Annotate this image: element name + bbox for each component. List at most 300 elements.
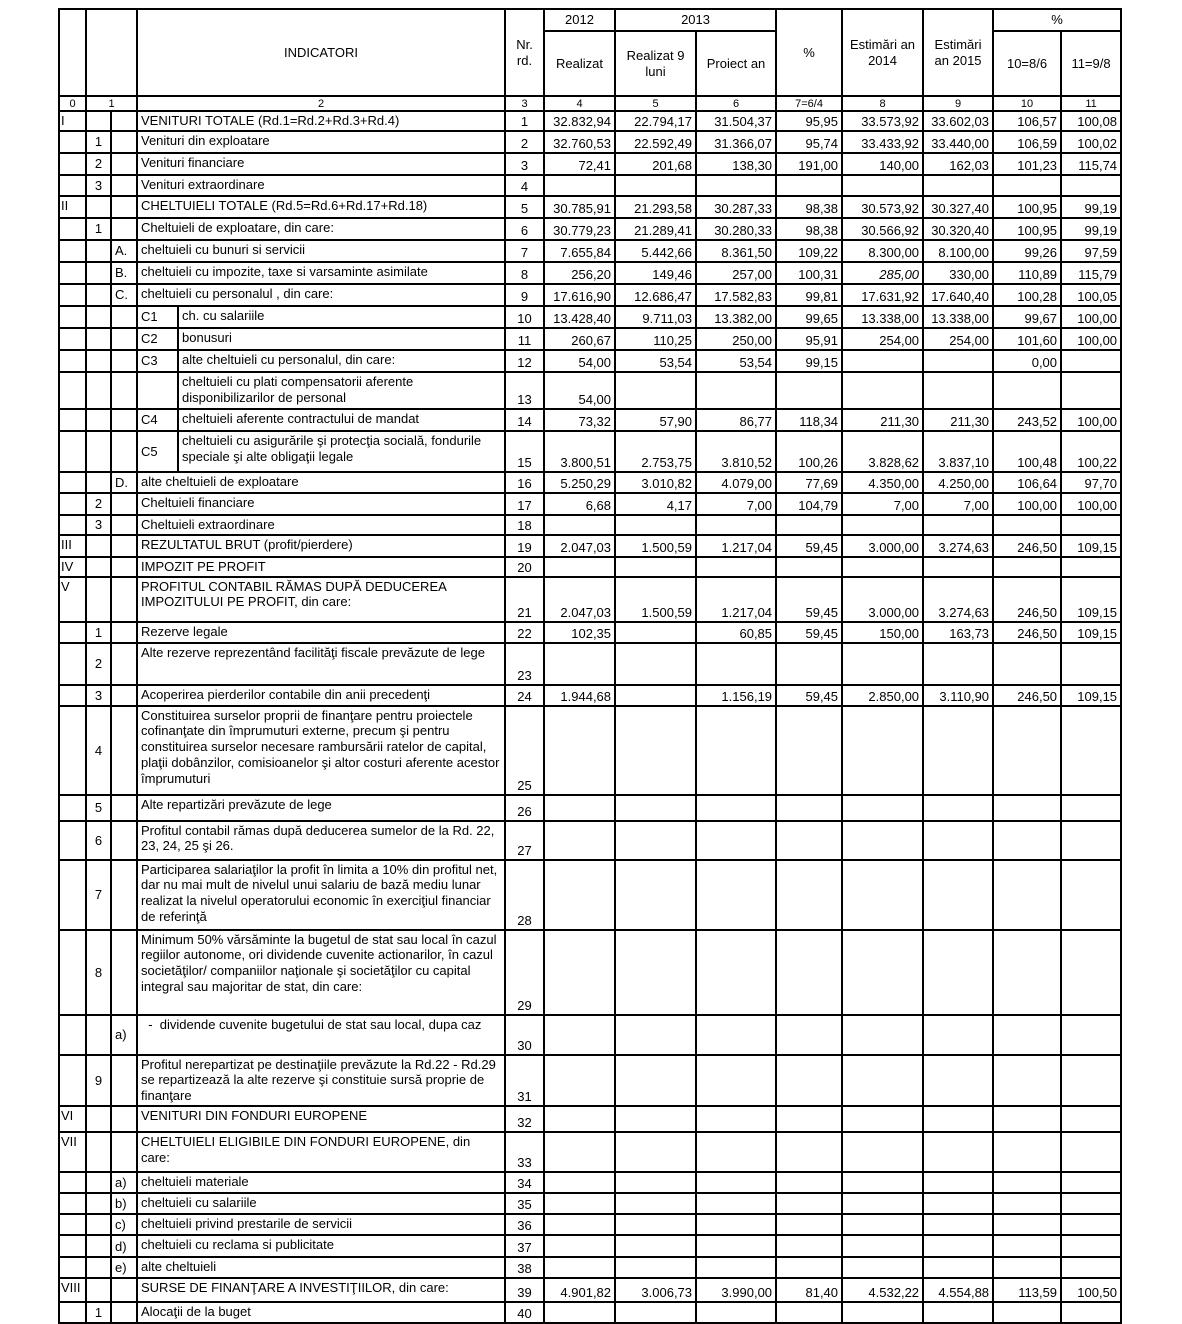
value-cell: [923, 795, 993, 821]
value-cell: 7,00: [842, 493, 923, 515]
indicator-cell: Alocaţii de la buget: [137, 1302, 505, 1323]
indicator-cell: cheltuieli cu personalul , din care:: [137, 284, 505, 306]
indicator-cell: Venituri financiare: [137, 153, 505, 175]
value-cell: 32.760,53: [544, 131, 615, 153]
value-cell: [993, 930, 1061, 1015]
index-number-cell: 1: [86, 131, 111, 153]
value-cell: [1061, 1172, 1121, 1193]
table-row: [59, 1214, 1121, 1235]
index-number-cell: [86, 431, 111, 472]
row-number-cell: 10: [505, 306, 544, 328]
roman-section-cell: [59, 1172, 86, 1193]
value-cell: 211,30: [923, 409, 993, 431]
code-cell: C2: [137, 328, 178, 350]
table-row: [59, 1302, 1121, 1323]
index-number-cell: [86, 577, 111, 622]
value-cell: [696, 643, 776, 685]
value-cell: 98,38: [776, 218, 842, 240]
indicator-cell: alte cheltuieli cu personalul, din care:: [178, 350, 505, 372]
roman-section-cell: VIII: [59, 1278, 86, 1302]
value-cell: 106,59: [993, 131, 1061, 153]
value-cell: [923, 1214, 993, 1235]
indicator-cell: CHELTUIELI TOTALE (Rd.5=Rd.6+Rd.17+Rd.18): [137, 196, 505, 218]
value-cell: 53,54: [615, 350, 696, 372]
row-number-cell: 32: [505, 1106, 544, 1132]
value-cell: 30.785,91: [544, 196, 615, 218]
indicator-cell: Cheltuieli extraordinare: [137, 515, 505, 535]
value-cell: 110,89: [993, 262, 1061, 284]
value-cell: 17.631,92: [842, 284, 923, 306]
col-header-formula-10: 10=8/6: [993, 31, 1061, 96]
index-letter-cell: d): [111, 1235, 137, 1257]
col-header-2012: 2012: [544, 9, 615, 31]
value-cell: [776, 1015, 842, 1055]
roman-section-cell: [59, 515, 86, 535]
value-cell: [615, 643, 696, 685]
index-number-cell: [86, 372, 111, 409]
value-cell: 100,00: [1061, 328, 1121, 350]
colnum-2: 2: [137, 96, 505, 111]
value-cell: [696, 372, 776, 409]
roman-section-cell: [59, 1055, 86, 1107]
value-cell: [842, 1302, 923, 1323]
row-number-cell: 34: [505, 1172, 544, 1193]
value-cell: [776, 1214, 842, 1235]
table-row: [59, 706, 1121, 795]
value-cell: 118,34: [776, 409, 842, 431]
value-cell: 254,00: [842, 328, 923, 350]
value-cell: 9.711,03: [615, 306, 696, 328]
value-cell: [544, 515, 615, 535]
value-cell: [993, 1257, 1061, 1278]
index-number-cell: [86, 111, 111, 131]
value-cell: 77,69: [776, 472, 842, 493]
value-cell: [696, 860, 776, 930]
value-cell: [842, 1055, 923, 1107]
index-letter-cell: [111, 795, 137, 821]
roman-section-cell: II: [59, 196, 86, 218]
value-cell: 150,00: [842, 622, 923, 643]
value-cell: 22.592,49: [615, 131, 696, 153]
table-row: [59, 1278, 1121, 1302]
value-cell: [842, 1193, 923, 1214]
roman-section-cell: [59, 284, 86, 306]
value-cell: 110,25: [615, 328, 696, 350]
value-cell: [993, 1235, 1061, 1257]
value-cell: [1061, 1055, 1121, 1107]
table-row: [59, 175, 1121, 196]
value-cell: 99,67: [993, 306, 1061, 328]
index-number-cell: [86, 535, 111, 557]
colnum-1: 1: [86, 96, 137, 111]
roman-section-cell: [59, 1302, 86, 1323]
value-cell: 17.582,83: [696, 284, 776, 306]
value-cell: 1.217,04: [696, 535, 776, 557]
value-cell: 115,74: [1061, 153, 1121, 175]
indicator-cell: cheltuieli cu salariile: [137, 1193, 505, 1214]
value-cell: 256,20: [544, 262, 615, 284]
value-cell: [696, 1055, 776, 1107]
index-letter-cell: [111, 306, 137, 328]
value-cell: [842, 1214, 923, 1235]
value-cell: [993, 1214, 1061, 1235]
index-letter-cell: [111, 930, 137, 1015]
index-number-cell: 2: [86, 493, 111, 515]
value-cell: [993, 1055, 1061, 1107]
code-cell: C3: [137, 350, 178, 372]
value-cell: 95,74: [776, 131, 842, 153]
value-cell: [842, 350, 923, 372]
value-cell: [696, 515, 776, 535]
value-cell: 30.566,92: [842, 218, 923, 240]
roman-section-cell: [59, 930, 86, 1015]
table-row: [59, 1193, 1121, 1214]
value-cell: 100,26: [776, 431, 842, 472]
index-number-cell: [86, 196, 111, 218]
value-cell: [776, 930, 842, 1015]
index-number-cell: [86, 284, 111, 306]
value-cell: [544, 860, 615, 930]
value-cell: [776, 1235, 842, 1257]
index-number-cell: [86, 409, 111, 431]
value-cell: [923, 350, 993, 372]
value-cell: 54,00: [544, 372, 615, 409]
value-cell: [993, 1193, 1061, 1214]
row-number-cell: 12: [505, 350, 544, 372]
index-letter-cell: B.: [111, 262, 137, 284]
table-row: [59, 262, 1121, 284]
roman-section-cell: [59, 1257, 86, 1278]
roman-section-cell: VII: [59, 1132, 86, 1172]
code-cell: C4: [137, 409, 178, 431]
row-number-cell: 37: [505, 1235, 544, 1257]
roman-section-cell: [59, 622, 86, 643]
value-cell: [842, 1106, 923, 1132]
roman-section-cell: [59, 218, 86, 240]
value-cell: 113,59: [993, 1278, 1061, 1302]
value-cell: 33.573,92: [842, 111, 923, 131]
value-cell: [615, 1172, 696, 1193]
value-cell: [993, 795, 1061, 821]
value-cell: [776, 1055, 842, 1107]
col-header-indicatori: INDICATORI: [137, 9, 505, 96]
value-cell: [842, 930, 923, 1015]
value-cell: [615, 175, 696, 196]
index-letter-cell: [111, 153, 137, 175]
row-number-cell: 1: [505, 111, 544, 131]
value-cell: [923, 1132, 993, 1172]
value-cell: [1061, 557, 1121, 577]
row-number-cell: 9: [505, 284, 544, 306]
row-number-cell: 38: [505, 1257, 544, 1278]
roman-section-cell: [59, 472, 86, 493]
value-cell: 6,68: [544, 493, 615, 515]
roman-section-cell: [59, 306, 86, 328]
index-letter-cell: [111, 409, 137, 431]
value-cell: [544, 1015, 615, 1055]
value-cell: [923, 1055, 993, 1107]
value-cell: 149,46: [615, 262, 696, 284]
row-number-cell: 8: [505, 262, 544, 284]
value-cell: 100,31: [776, 262, 842, 284]
value-cell: 31.366,07: [696, 131, 776, 153]
value-cell: [544, 795, 615, 821]
value-cell: [615, 1106, 696, 1132]
roman-section-cell: [59, 372, 86, 409]
value-cell: [1061, 1106, 1121, 1132]
value-cell: 257,00: [696, 262, 776, 284]
roman-section-cell: [59, 821, 86, 860]
index-letter-cell: [111, 431, 137, 472]
row-number-cell: 20: [505, 557, 544, 577]
value-cell: 100,48: [993, 431, 1061, 472]
row-number-cell: 35: [505, 1193, 544, 1214]
table-row: [59, 821, 1121, 860]
value-cell: 109,15: [1061, 535, 1121, 557]
value-cell: [544, 1132, 615, 1172]
value-cell: 330,00: [923, 262, 993, 284]
value-cell: [776, 372, 842, 409]
index-letter-cell: c): [111, 1214, 137, 1235]
value-cell: 95,91: [776, 328, 842, 350]
value-cell: [842, 1172, 923, 1193]
value-cell: [842, 795, 923, 821]
row-number-cell: 11: [505, 328, 544, 350]
value-cell: 104,79: [776, 493, 842, 515]
table-row: [59, 860, 1121, 930]
value-cell: 254,00: [923, 328, 993, 350]
roman-section-cell: [59, 431, 86, 472]
table-row: [59, 535, 1121, 557]
value-cell: 21.293,58: [615, 196, 696, 218]
value-cell: 3.837,10: [923, 431, 993, 472]
colnum-10: 10: [993, 96, 1061, 111]
col-header-formula-11: 11=9/8: [1061, 31, 1121, 96]
index-number-cell: 3: [86, 685, 111, 706]
roman-section-cell: [59, 240, 86, 262]
table-row: [59, 1132, 1121, 1172]
value-cell: 140,00: [842, 153, 923, 175]
index-letter-cell: [111, 111, 137, 131]
value-cell: [1061, 350, 1121, 372]
value-cell: [1061, 795, 1121, 821]
value-cell: [544, 1172, 615, 1193]
table-row: [59, 111, 1121, 131]
roman-section-cell: [59, 685, 86, 706]
row-number-cell: 21: [505, 577, 544, 622]
indicator-cell: cheltuieli cu asigurările şi protecţia socială, fondurile speciale şi alte obligaţii legale: [178, 431, 505, 472]
value-cell: 99,26: [993, 240, 1061, 262]
indicator-cell: cheltuieli privind prestarile de servicii: [137, 1214, 505, 1235]
value-cell: 7,00: [923, 493, 993, 515]
table-row: [59, 493, 1121, 515]
value-cell: [923, 706, 993, 795]
index-number-cell: [86, 1172, 111, 1193]
value-cell: [776, 706, 842, 795]
value-cell: [696, 795, 776, 821]
indicator-cell: cheltuieli aferente contractului de mandat: [178, 409, 505, 431]
index-number-cell: 5: [86, 795, 111, 821]
col-header-estimari-2014: Estimări an 2014: [842, 9, 923, 96]
index-number-cell: [86, 262, 111, 284]
indicator-cell: Participarea salariaţilor la profit în limita a 10% din profitul net, dar nu mai mult de nivelul unui salariu de bază mediu lunar realizat la nivelul operatorului economic în exerciţiul financiar de referinţă: [137, 860, 505, 930]
value-cell: [776, 515, 842, 535]
value-cell: 201,68: [615, 153, 696, 175]
index-letter-cell: [111, 643, 137, 685]
value-cell: 59,45: [776, 535, 842, 557]
value-cell: [842, 557, 923, 577]
value-cell: [696, 706, 776, 795]
value-cell: [544, 643, 615, 685]
value-cell: 30.779,23: [544, 218, 615, 240]
value-cell: [696, 1106, 776, 1132]
col-header-pct: %: [776, 9, 842, 96]
roman-section-cell: [59, 1015, 86, 1055]
value-cell: [842, 821, 923, 860]
value-cell: [993, 821, 1061, 860]
value-cell: [923, 557, 993, 577]
value-cell: 3.110,90: [923, 685, 993, 706]
value-cell: 8.100,00: [923, 240, 993, 262]
value-cell: 100,08: [1061, 111, 1121, 131]
value-cell: [615, 795, 696, 821]
value-cell: [544, 1302, 615, 1323]
value-cell: 3.000,00: [842, 535, 923, 557]
value-cell: 4.350,00: [842, 472, 923, 493]
value-cell: [1061, 1302, 1121, 1323]
value-cell: [923, 821, 993, 860]
roman-section-cell: [59, 350, 86, 372]
index-letter-cell: [111, 622, 137, 643]
value-cell: 250,00: [696, 328, 776, 350]
value-cell: [615, 821, 696, 860]
value-cell: [696, 930, 776, 1015]
value-cell: 2.850,00: [842, 685, 923, 706]
value-cell: 8.361,50: [696, 240, 776, 262]
value-cell: [923, 860, 993, 930]
value-cell: 246,50: [993, 535, 1061, 557]
table-row: [59, 795, 1121, 821]
indicator-cell: Cheltuieli de exploatare, din care:: [137, 218, 505, 240]
value-cell: [923, 1302, 993, 1323]
indicator-cell: IMPOZIT PE PROFIT: [137, 557, 505, 577]
code-cell: C5: [137, 431, 178, 472]
index-letter-cell: [111, 1106, 137, 1132]
index-letter-cell: [111, 860, 137, 930]
index-number-cell: [86, 240, 111, 262]
index-letter-cell: [111, 535, 137, 557]
value-cell: 0,00: [993, 350, 1061, 372]
value-cell: [993, 1172, 1061, 1193]
indicator-cell: bonusuri: [178, 328, 505, 350]
header-row-top: [59, 9, 1121, 31]
value-cell: 1.156,19: [696, 685, 776, 706]
value-cell: [696, 1235, 776, 1257]
value-cell: 100,00: [1061, 493, 1121, 515]
table-row: [59, 284, 1121, 306]
value-cell: 4.079,00: [696, 472, 776, 493]
value-cell: [615, 1132, 696, 1172]
value-cell: 100,22: [1061, 431, 1121, 472]
value-cell: [1061, 1132, 1121, 1172]
colnum-0: 0: [59, 96, 86, 111]
value-cell: 3.274,63: [923, 535, 993, 557]
value-cell: [776, 860, 842, 930]
value-cell: 106,57: [993, 111, 1061, 131]
value-cell: [776, 1193, 842, 1214]
value-cell: 4.554,88: [923, 1278, 993, 1302]
index-number-cell: [86, 1235, 111, 1257]
index-number-cell: 1: [86, 1302, 111, 1323]
value-cell: [615, 372, 696, 409]
value-cell: [993, 1015, 1061, 1055]
roman-section-cell: [59, 131, 86, 153]
value-cell: [1061, 821, 1121, 860]
value-cell: 4,17: [615, 493, 696, 515]
indicator-cell: CHELTUIELI ELIGIBILE DIN FONDURI EUROPENE, din care:: [137, 1132, 505, 1172]
value-cell: [842, 515, 923, 535]
value-cell: 31.504,37: [696, 111, 776, 131]
row-number-cell: 7: [505, 240, 544, 262]
table-row: [59, 1172, 1121, 1193]
value-cell: [776, 1172, 842, 1193]
row-number-cell: 28: [505, 860, 544, 930]
table-row: [59, 196, 1121, 218]
colnum-3: 3: [505, 96, 544, 111]
table-row: [59, 515, 1121, 535]
value-cell: [993, 515, 1061, 535]
value-cell: 246,50: [993, 577, 1061, 622]
value-cell: 86,77: [696, 409, 776, 431]
value-cell: 99,81: [776, 284, 842, 306]
value-cell: 100,00: [1061, 306, 1121, 328]
table-row: [59, 131, 1121, 153]
colnum-6: 6: [696, 96, 776, 111]
value-cell: [615, 1055, 696, 1107]
value-cell: 5.442,66: [615, 240, 696, 262]
table-row: [59, 240, 1121, 262]
value-cell: [696, 1257, 776, 1278]
index-number-cell: [86, 1278, 111, 1302]
value-cell: [923, 175, 993, 196]
value-cell: 3.010,82: [615, 472, 696, 493]
row-number-cell: 26: [505, 795, 544, 821]
index-number-cell: 2: [86, 643, 111, 685]
table-row: [59, 409, 1121, 431]
value-cell: 32.832,94: [544, 111, 615, 131]
indicator-cell: SURSE DE FINANŢARE A INVESTIŢIILOR, din care:: [137, 1278, 505, 1302]
row-number-cell: 31: [505, 1055, 544, 1107]
value-cell: [544, 1257, 615, 1278]
index-letter-cell: [111, 706, 137, 795]
index-letter-cell: [111, 175, 137, 196]
value-cell: [776, 821, 842, 860]
value-cell: [993, 557, 1061, 577]
roman-section-cell: I: [59, 111, 86, 131]
value-cell: 109,15: [1061, 622, 1121, 643]
index-number-cell: [86, 1015, 111, 1055]
value-cell: 138,30: [696, 153, 776, 175]
index-number-cell: 9: [86, 1055, 111, 1107]
col-header-realizat: Realizat: [544, 31, 615, 96]
roman-section-cell: [59, 706, 86, 795]
index-letter-cell: [111, 1132, 137, 1172]
row-number-cell: 30: [505, 1015, 544, 1055]
index-number-cell: [86, 472, 111, 493]
value-cell: [776, 643, 842, 685]
value-cell: [842, 372, 923, 409]
value-cell: [923, 1106, 993, 1132]
